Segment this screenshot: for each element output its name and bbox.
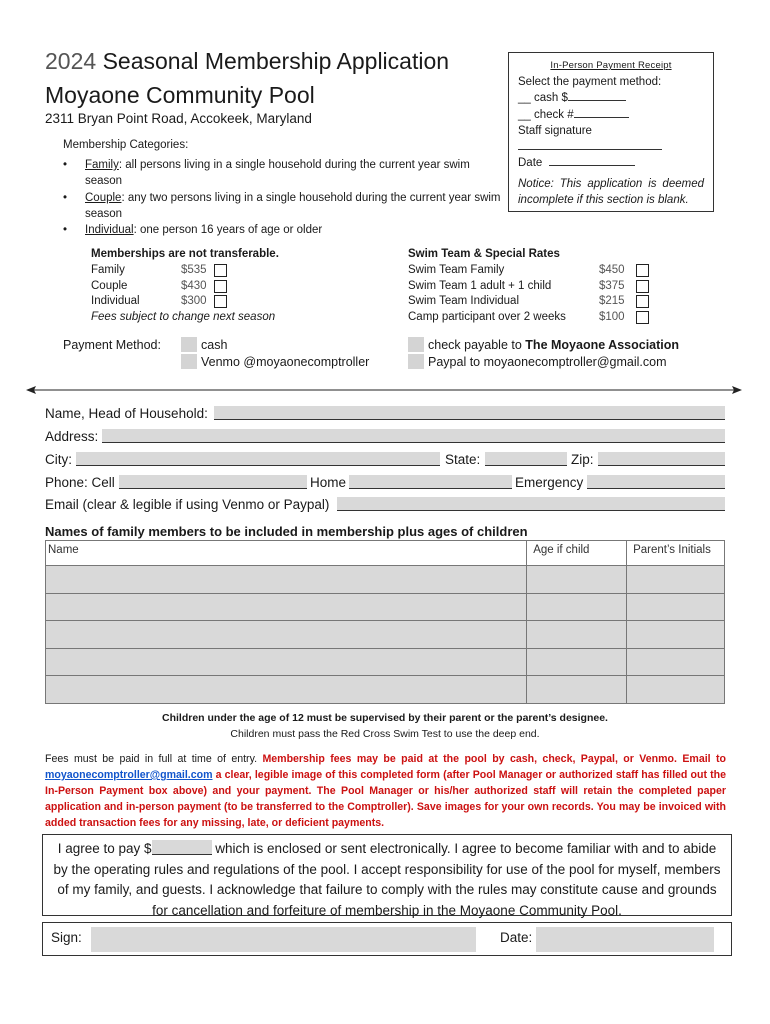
receipt-check-field[interactable] — [574, 107, 629, 118]
column-age: Age if child — [527, 541, 627, 566]
rate-price: $450 — [599, 263, 625, 276]
email-label: Email (clear & legible if using Venmo or Paypal) — [45, 497, 330, 512]
family-members-table — [45, 540, 725, 704]
check-option-box[interactable] — [408, 337, 424, 352]
categories-list — [63, 157, 503, 238]
receipt-cash — [518, 90, 704, 106]
member-initials-cell[interactable] — [627, 648, 725, 676]
member-initials-cell[interactable] — [627, 621, 725, 649]
name-label: Name, Head of Household: — [45, 406, 208, 421]
category-name: Family — [85, 159, 119, 171]
zip-label: Zip: — [571, 452, 594, 467]
memberships-heading: Memberships are not transferable. — [91, 248, 279, 260]
state-label: State: — [445, 452, 481, 467]
table-row — [46, 648, 725, 676]
member-name-cell[interactable] — [46, 621, 527, 649]
receipt-notice: Notice: This application is deemed incomplete if this section is blank. — [518, 178, 704, 206]
rate-label: Couple — [91, 279, 128, 292]
rate-label: Camp participant over 2 weeks — [408, 311, 566, 324]
rate-row — [408, 263, 658, 279]
member-name-cell[interactable] — [46, 676, 527, 704]
venmo-option-label: Venmo @moyaonecomptroller — [201, 355, 370, 369]
category-name: Couple — [85, 191, 122, 204]
swim-family-checkbox[interactable] — [636, 264, 649, 277]
member-name-cell[interactable] — [46, 593, 527, 621]
fees-change-note: Fees subject to change next season — [91, 311, 276, 324]
swim-test-note: Children must pass the Red Cross Swim Test to use the deep end. — [230, 728, 540, 740]
cash-option-box[interactable] — [181, 337, 197, 352]
supervision-note: Children under the age of 12 must be supervised by their parent or the parent’s designee. — [162, 712, 608, 724]
table-header-row — [46, 541, 725, 566]
swim-heading: Swim Team & Special Rates — [408, 248, 560, 260]
member-initials-cell[interactable] — [627, 676, 725, 704]
column-name: Name — [46, 541, 527, 566]
receipt-heading: In-Person Payment Receipt — [550, 60, 672, 71]
title-year: 2024 — [45, 48, 97, 74]
rate-price: $100 — [599, 311, 625, 324]
check-option-label — [428, 337, 679, 354]
rate-label: Individual — [91, 295, 140, 308]
rate-price: $215 — [599, 295, 625, 308]
rate-row — [91, 263, 291, 279]
table-row — [46, 676, 725, 704]
rate-row — [408, 279, 658, 295]
member-age-cell[interactable] — [527, 676, 627, 704]
payment-method-label: Payment Method: — [63, 338, 161, 352]
table-row — [46, 566, 725, 594]
receipt-select: Select the payment method: — [518, 76, 662, 89]
rate-label: Swim Team Family — [408, 263, 505, 276]
category-desc: : all persons living in a single household during the current year swim season — [85, 159, 470, 188]
swim-team-rates — [408, 247, 658, 326]
receipt-date-field[interactable] — [549, 155, 635, 166]
rate-price: $300 — [181, 295, 207, 308]
pool-address: 2311 Bryan Point Road, Accokeek, Maryland — [45, 111, 312, 126]
rate-price: $430 — [181, 279, 207, 292]
agreement-text: which is enclosed or sent electronically. I agree to become familiar with and to abide by the operating rules and regulations of the pool. I accept responsibility for use of the pool for myself, members of my family, and guests. I acknowledge that failure to comply with the rules may constitute cause and grounds for cancellation and forfeiture of membership in the Moyaone Community Pool. — [53, 841, 721, 918]
receipt-check-label: __ check # — [518, 108, 574, 121]
category-name: Individual — [85, 224, 134, 237]
receipt-staff-field[interactable] — [518, 139, 662, 150]
categories-heading: Membership Categories: — [63, 139, 189, 151]
zip-field[interactable] — [598, 452, 725, 466]
cell-label: Phone: Cell — [45, 475, 115, 490]
individual-checkbox[interactable] — [214, 295, 227, 308]
member-name-cell[interactable] — [46, 648, 527, 676]
member-name-cell[interactable] — [46, 566, 527, 594]
swim-adult-child-checkbox[interactable] — [636, 280, 649, 293]
check-payee: The Moyaone Association — [525, 338, 680, 352]
cell-field[interactable] — [119, 475, 307, 489]
venmo-option-box[interactable] — [181, 354, 197, 369]
membership-rates — [91, 247, 291, 326]
rate-row — [408, 294, 658, 310]
home-label: Home — [310, 475, 347, 490]
email-field[interactable] — [337, 497, 725, 511]
category-couple: • Couple: any two persons living in a single household during the current year swim season — [63, 191, 501, 220]
column-initials: Parent’s Initials — [627, 541, 725, 566]
couple-checkbox[interactable] — [214, 280, 227, 293]
in-person-receipt-box — [508, 52, 714, 212]
rate-price: $375 — [599, 279, 625, 292]
signature-field[interactable] — [91, 927, 476, 952]
member-initials-cell[interactable] — [627, 593, 725, 621]
address-field[interactable] — [102, 429, 725, 443]
member-initials-cell[interactable] — [627, 566, 725, 594]
address-label: Address: — [45, 429, 99, 444]
camp-checkbox[interactable] — [636, 311, 649, 324]
category-individual: • Individual: one person 16 years of age or older — [63, 224, 323, 237]
emergency-field[interactable] — [587, 475, 725, 489]
state-field[interactable] — [485, 452, 567, 466]
title-text: Seasonal Membership Application — [102, 48, 450, 74]
rate-row — [91, 294, 291, 310]
name-field[interactable] — [214, 406, 725, 420]
receipt-date-label: Date — [518, 157, 543, 170]
receipt-cash-field[interactable] — [568, 90, 626, 101]
member-age-cell[interactable] — [527, 648, 627, 676]
receipt-check — [518, 107, 704, 123]
agreement-box — [42, 834, 732, 916]
divider-arrow — [26, 385, 742, 395]
rate-row — [408, 310, 658, 326]
agreement-prefix: I agree to pay $ — [57, 841, 152, 856]
paypal-option-box[interactable] — [408, 354, 424, 369]
agreement-amount-field[interactable] — [152, 840, 212, 855]
fees-paragraph — [45, 751, 726, 831]
emergency-label: Emergency — [515, 475, 584, 490]
family-checkbox[interactable] — [214, 264, 227, 277]
fees-instructions: a clear, legible image of this completed form (after Pool Manager or authorized staff has filled out the In-Person Payment box above) and your payment. The Pool Manager or his/her authorized staff will retain the completed paper application and in-person payment (to be transferred to the Comptroller). Save images for your own records. You may be invoiced with added transaction fees for any missing, late, or deficient payments. — [45, 769, 726, 829]
city-field[interactable] — [76, 452, 440, 466]
form-title — [45, 48, 449, 75]
rate-row — [91, 279, 291, 295]
member-age-cell[interactable] — [527, 621, 627, 649]
receipt-cash-label: __ cash $ — [518, 92, 568, 105]
rate-label: Swim Team Individual — [408, 295, 520, 308]
rate-label: Family — [91, 263, 125, 276]
fees-payment-text: Membership fees may be paid at the pool by cash, check, Paypal, or Venmo. Email to — [262, 753, 727, 765]
paypal-option-label: Paypal to moyaonecomptroller@gmail.com — [428, 355, 667, 369]
cash-option-label: cash — [201, 338, 228, 352]
date-label: Date: — [500, 930, 533, 945]
date-field[interactable] — [536, 927, 714, 952]
swim-individual-checkbox[interactable] — [636, 295, 649, 308]
category-desc: : one person 16 years of age or older — [133, 224, 323, 237]
rate-price: $535 — [181, 263, 207, 276]
sign-label: Sign: — [51, 930, 82, 945]
category-desc: : any two persons living in a single household during the current year swim season — [85, 191, 501, 220]
table-row — [46, 593, 725, 621]
member-age-cell[interactable] — [527, 566, 627, 594]
home-field[interactable] — [349, 475, 512, 489]
pool-name: Moyaone Community Pool — [45, 82, 315, 108]
rate-label: Swim Team 1 adult + 1 child — [408, 279, 552, 292]
signature-box — [42, 922, 732, 956]
member-age-cell[interactable] — [527, 593, 627, 621]
family-section-title: Names of family members to be included in membership plus ages of children — [45, 524, 528, 539]
city-label: City: — [45, 452, 72, 467]
check-prefix: check payable to — [428, 338, 526, 352]
receipt-staff-label: Staff signature — [518, 124, 592, 137]
category-family: • Family: all persons living in a single household during the current year swim season — [63, 159, 470, 188]
fees-intro: Fees must be paid in full at time of entry. — [45, 753, 263, 765]
comptroller-email-link[interactable]: moyaonecomptroller@gmail.com — [45, 769, 213, 781]
receipt-date — [518, 155, 704, 171]
table-row — [46, 621, 725, 649]
